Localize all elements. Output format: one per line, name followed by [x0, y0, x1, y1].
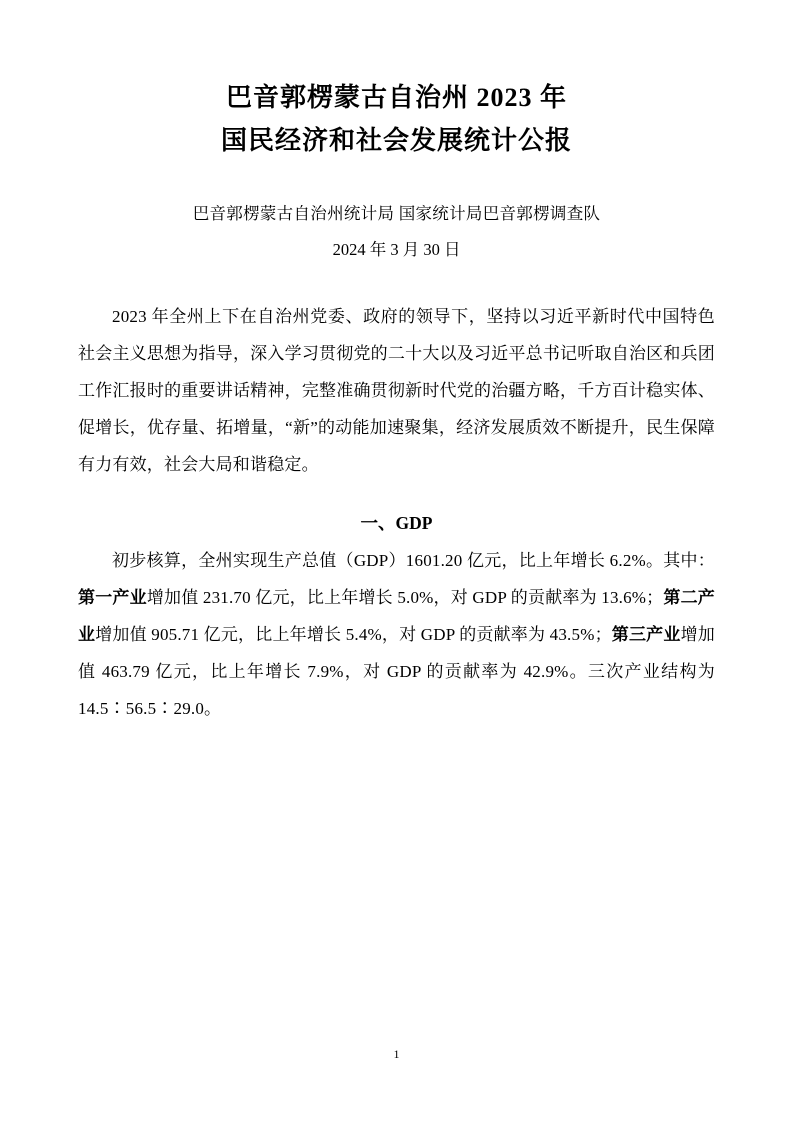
gdp-text-part-1: 初步核算，全州实现生产总值（GDP）1601.20 亿元，比上年增长 6.2%。其中：: [112, 551, 715, 570]
gdp-industry-1-label: 第一产业: [78, 588, 147, 607]
gdp-text-part-3: 增加值 905.71 亿元，比上年增长 5.4%，对 GDP 的贡献率为 43.5%；: [95, 625, 612, 644]
section-heading-gdp: 一、GDP: [360, 513, 433, 533]
gdp-text-part-2: 增加值 231.70 亿元，比上年增长 5.0%，对 GDP 的贡献率为 13.6%；: [146, 588, 664, 607]
section-gdp-paragraph: [78, 542, 715, 727]
gdp-industry-2-label: 第二产业: [78, 588, 715, 644]
gdp-industry-3-label: 第三产业: [611, 625, 681, 644]
page-number: 1: [393, 1047, 400, 1061]
gdp-text-part-4: 增加值 463.79 亿元，比上年增长 7.9%，对 GDP 的贡献率为 42.9%。三次产业结构为 14.5∶56.5∶29.0。: [78, 625, 715, 718]
byline: [78, 196, 715, 268]
title-line-2: 国民经济和社会发展统计公报: [220, 126, 572, 155]
intro-paragraph: 2023 年全州上下在自治州党委、政府的领导下，坚持以习近平新时代中国特色社会主义思想为指导，深入学习贯彻党的二十大以及习近平总书记听取自治区和兵团工作汇报时的重要讲话精神，完整准确贯彻新时代党的治疆方略，千方百计稳实体、促增长，优存量、拓增量，“新”的动能加速聚集，经济发展质效不断提升，民生保障有力有效，社会大局和谐稳定。: [78, 307, 715, 474]
byline-organization: 巴音郭楞蒙古自治州统计局 国家统计局巴音郭楞调查队: [192, 204, 601, 223]
page-title: [78, 76, 715, 162]
title-line-1: 巴音郭楞蒙古自治州 2023 年: [225, 83, 567, 112]
byline-date: 2024 年 3 月 30 日: [332, 240, 461, 259]
